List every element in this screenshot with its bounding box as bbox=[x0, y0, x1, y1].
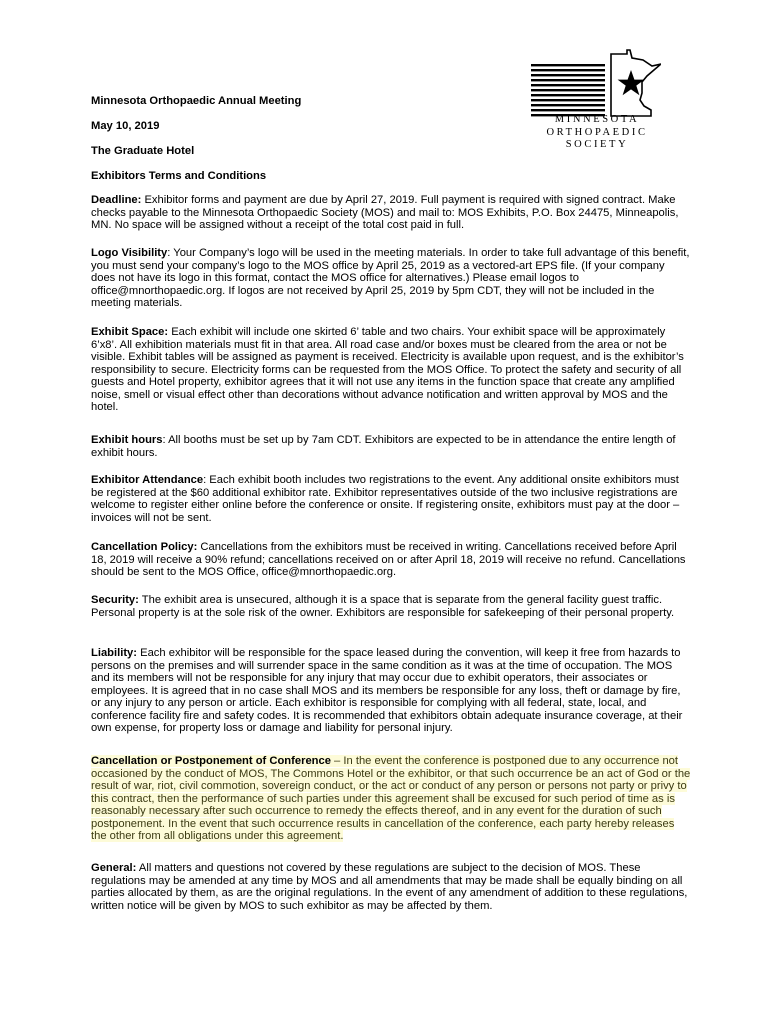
liability-section bbox=[91, 647, 691, 735]
logo-line-1: MINNESOTA bbox=[554, 114, 640, 125]
section-text: : Your Company’s logo will be used in the meeting materials. In order to take full advantage of this benefit, you must send your company’s logo to the MOS office by April 25, 2019 as a vectored-art EPS file. (If your company does not have its logo in this format, contact the MOS office for alternatives.) Please email logos to office@mnorthopaedic.org. If logos are not received by April 25, 2019 by 5pm CDT, they will not be included in the meeting materials. bbox=[91, 247, 690, 310]
exhibit-hours-section bbox=[91, 434, 691, 459]
minnesota-state-outline-star-icon bbox=[531, 48, 661, 120]
section-label: Liability: bbox=[91, 647, 137, 659]
general-section bbox=[91, 862, 691, 912]
exhibitor-attendance-section bbox=[91, 474, 691, 524]
logo-line-2: ORTHOPAEDIC bbox=[546, 126, 648, 138]
section-text: All matters and questions not covered by these regulations are subject to the decision of MOS. These regulations may be amended at any time by MOS and all amendments that may be made shall be equally binding on all parties allocated by them, as are the original regulations. In the event of any amendment of addition to these regulations, written notice will be given by MOS to such exhibitor as may be affected by them. bbox=[91, 862, 688, 912]
postponement-section bbox=[91, 755, 691, 843]
section-text: : Each exhibit booth includes two registrations to the event. Any additional onsite exhibitors must be registered at the $60 additional exhibitor rate. Exhibitor representatives outside of the two inclusive registrations are welcome to register either online before the conference or onsite. If registering onsite, exhibitors must pay at the door – invoices will not be sent. bbox=[91, 474, 680, 524]
section-label: Cancellation or Postponement of Conference bbox=[91, 755, 331, 767]
mos-logo bbox=[527, 48, 667, 158]
section-text: Each exhibit will include one skirted 6’ table and two chairs. Your exhibit space will be approximately 6’x8’. All exhibition materials must fit in that area. All road case and/or boxes must be cleared from the area or not be visible. Exhibit tables will be assigned as payment is received. Electricity is available upon request, and is the exhibitor’s responsibility to secure. Electricity forms can be requested from the MOS Office. To protect the safety and security of all guests and Hotel property, exhibitor agrees that it will not use any items in the function space that create any amplified noise, smell or visual effect other than decorations without advance notification and written approval by MOS and the hotel. bbox=[91, 326, 684, 414]
logo-wordmark bbox=[527, 114, 667, 152]
deadline-section bbox=[91, 194, 691, 232]
section-label: Security: bbox=[91, 594, 139, 606]
exhibit-space-section bbox=[91, 326, 691, 414]
security-section bbox=[91, 594, 691, 619]
section-label: Exhibitor Attendance bbox=[91, 474, 204, 486]
document-title: Exhibitors Terms and Conditions bbox=[91, 170, 267, 182]
section-text: : All booths must be set up by 7am CDT. Exhibitors are expected to be in attendance the entire length of exhibit hours. bbox=[91, 434, 676, 459]
meeting-venue: The Graduate Hotel bbox=[91, 145, 195, 157]
section-text: – In the event the conference is postponed due to any occurrence not occasioned by the conduct of MOS, The Commons Hotel or the exhibitor, or that such occurrence be an act of God or the result of war, riot, civil commotion, sovereign conduct, or the act or conduct of any person or persons not party or privy to this contract, then the performance of such parties under this agreement shall be excused for such period of time as is reasonably necessary after such occurrence to remedy the effects thereof, and in any event for the duration of such postponement. In the event that such occurrence results in cancellation of the conference, each party hereby releases the other from all obligations under this agreement. bbox=[91, 755, 691, 843]
section-text: Exhibitor forms and payment are due by April 27, 2019. Full payment is required with signed contract. Make checks payable to the Minnesota Orthopaedic Society (MOS) and mail to: MOS Exhibits, P.O. Box 24475, Minneapolis, MN. No space will be assigned without a receipt of the total cost paid in full. bbox=[91, 194, 679, 232]
section-label: Logo Visibility bbox=[91, 247, 168, 259]
section-label: General: bbox=[91, 862, 137, 874]
meeting-title: Minnesota Orthopaedic Annual Meeting bbox=[91, 95, 302, 107]
cancellation-policy-section bbox=[91, 541, 691, 579]
section-label: Exhibit Space: bbox=[91, 326, 169, 338]
logo-visibility-section bbox=[91, 247, 691, 310]
section-text: The exhibit area is unsecured, although it is a space that is separate from the general facility guest traffic. Personal property is at the sole risk of the owner. Exhibitors are responsible for safekeeping of their personal property. bbox=[91, 594, 675, 619]
section-text: Cancellations from the exhibitors must be received in writing. Cancellations received before April 18, 2019 will receive a 90% refund; cancellations received on or after April 18, 2019 will receive no refund. Cancellations should be sent to the MOS Office, office@mnorthopaedic.org. bbox=[91, 541, 686, 579]
section-label: Cancellation Policy: bbox=[91, 541, 198, 553]
logo-line-3: SOCIETY bbox=[565, 139, 629, 150]
section-text: Each exhibitor will be responsible for the space leased during the convention, will keep it free from hazards to persons on the premises and will surrender space in the same condition as it was at the time of occupation. The MOS and its members will not be responsible for any injury that may occur due to exhibit operators, their associates or employees. It is agreed that in no case shall MOS and its members be responsible for any loss, theft or damage by fire, or any injury to any person or article. Each exhibitor is responsible for complying with all federal, state, local, and conference facility fire and safety codes. It is recommended that exhibitors obtain adequate insurance coverage, at their own expense, for property loss or damage and liability for personal injury. bbox=[91, 647, 683, 735]
section-label: Deadline: bbox=[91, 194, 142, 206]
section-label: Exhibit hours bbox=[91, 434, 163, 446]
meeting-date: May 10, 2019 bbox=[91, 120, 160, 132]
